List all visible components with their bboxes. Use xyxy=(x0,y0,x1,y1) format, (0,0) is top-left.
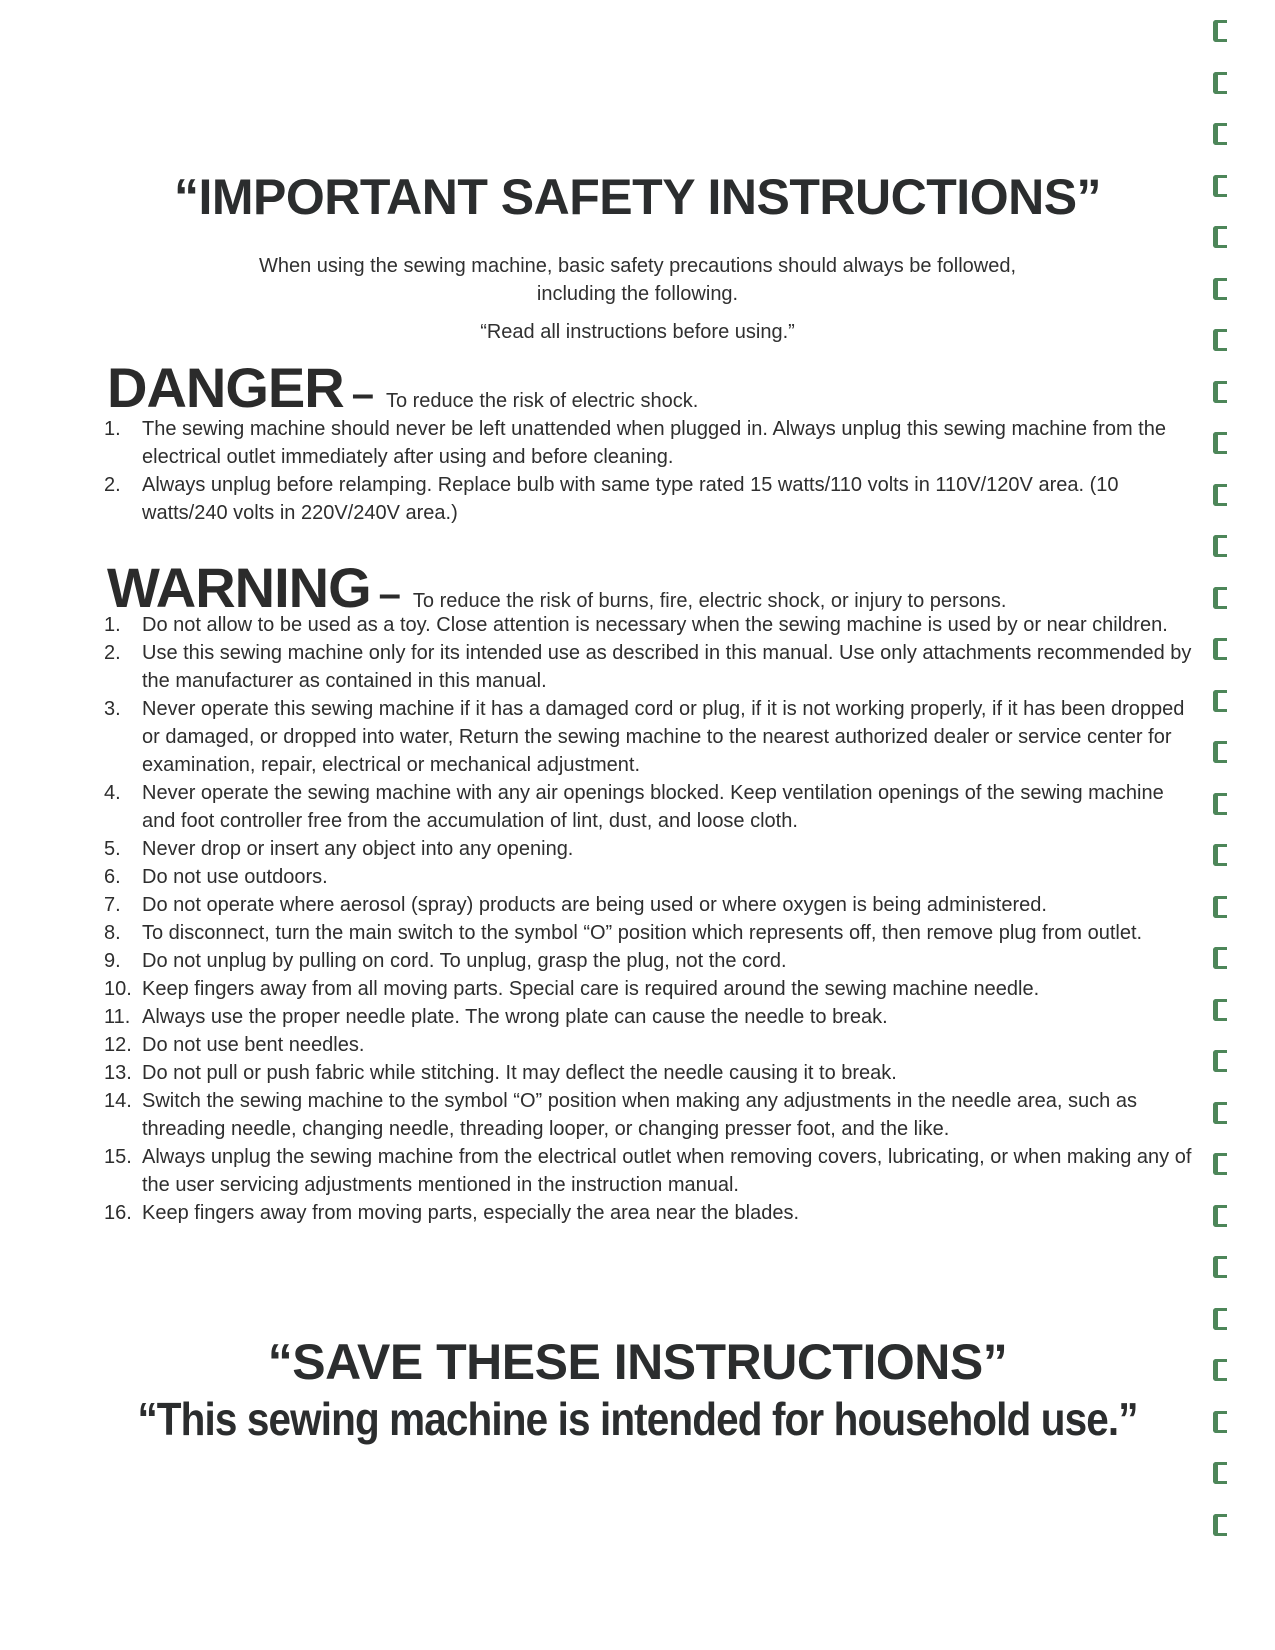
item-number: 7. xyxy=(104,894,121,916)
binding-tab-icon xyxy=(1213,1308,1227,1330)
list-item xyxy=(104,1199,1202,1227)
binding-tabs xyxy=(1213,20,1235,1590)
binding-tab-icon xyxy=(1213,20,1227,42)
binding-tab-icon xyxy=(1213,72,1227,94)
item-number: 8. xyxy=(104,922,121,944)
item-text: Always unplug the sewing machine from the electrical outlet when removing covers, lubricating, or when making any of the user servicing adjustments mentioned in the instruction manual. xyxy=(142,1146,1192,1196)
binding-tab-icon xyxy=(1213,947,1227,969)
binding-tab-icon xyxy=(1213,123,1227,145)
item-text: The sewing machine should never be left unattended when plugged in. Always unplug this sewing machine from the electrical outlet immediately after using and before cleaning. xyxy=(142,418,1166,468)
item-text: Switch the sewing machine to the symbol “O” position when making any adjustments in the needle area, such as threading needle, changing needle, threading looper, or changing presser foot, and the like. xyxy=(142,1090,1137,1140)
list-item xyxy=(104,639,1202,695)
binding-tab-icon xyxy=(1213,484,1227,506)
warning-list xyxy=(104,611,1202,1227)
warning-dash: – xyxy=(378,572,401,616)
intro-text xyxy=(0,252,1275,308)
binding-tab-icon xyxy=(1213,844,1227,866)
binding-tab-icon xyxy=(1213,896,1227,918)
list-item xyxy=(104,1087,1202,1143)
list-item xyxy=(104,779,1202,835)
intro-line-2: including the following. xyxy=(536,283,739,305)
item-text: Do not operate where aerosol (spray) products are being used or where oxygen is being administered. xyxy=(142,894,1047,916)
list-item xyxy=(104,975,1202,1003)
binding-tab-icon xyxy=(1213,999,1227,1021)
danger-word: DANGER xyxy=(107,356,344,419)
item-text: Always use the proper needle plate. The wrong plate can cause the needle to break. xyxy=(142,1006,888,1028)
item-number: 12. xyxy=(104,1034,132,1056)
item-number: 3. xyxy=(104,698,121,720)
item-number: 14. xyxy=(104,1090,132,1112)
item-number: 2. xyxy=(104,474,121,496)
binding-tab-icon xyxy=(1213,1514,1227,1536)
danger-subtitle: To reduce the risk of electric shock. xyxy=(385,390,699,412)
read-instructions-note: “Read all instructions before using.” xyxy=(480,321,795,343)
intro-line-1: When using the sewing machine, basic safety precautions should always be followed, xyxy=(258,255,1017,277)
item-number: 15. xyxy=(104,1146,132,1168)
list-item xyxy=(104,611,1202,639)
item-number: 1. xyxy=(104,614,121,636)
item-text: To disconnect, turn the main switch to the symbol “O” position which represents off, then remove plug from outlet. xyxy=(142,922,1143,944)
item-number: 9. xyxy=(104,950,121,972)
item-text: Keep fingers away from all moving parts. Special care is required around the sewing machine needle. xyxy=(142,978,1040,1000)
binding-tab-icon xyxy=(1213,1256,1227,1278)
list-item xyxy=(104,1143,1202,1199)
binding-tab-icon xyxy=(1213,638,1227,660)
binding-tab-icon xyxy=(1213,741,1227,763)
item-number: 10. xyxy=(104,978,132,1000)
binding-tab-icon xyxy=(1213,278,1227,300)
item-text: Do not use outdoors. xyxy=(142,866,328,888)
list-item xyxy=(104,891,1202,919)
list-item xyxy=(104,415,1202,471)
item-text: Do not allow to be used as a toy. Close attention is necessary when the sewing machine is used by or near children. xyxy=(142,614,1168,636)
item-text: Never operate the sewing machine with any air openings blocked. Keep ventilation openings of the sewing machine and foot controller free from the accumulation of lint, dust, and loose cloth. xyxy=(142,782,1164,832)
item-text: Keep fingers away from moving parts, especially the area near the blades. xyxy=(142,1202,800,1224)
item-number: 2. xyxy=(104,642,121,664)
item-number: 5. xyxy=(104,838,121,860)
binding-tab-icon xyxy=(1213,1102,1227,1124)
household-use-note: “This sewing machine is intended for household use.” xyxy=(137,1393,1138,1445)
warning-word: WARNING xyxy=(107,556,371,619)
binding-tab-icon xyxy=(1213,1462,1227,1484)
item-text: Do not use bent needles. xyxy=(142,1034,365,1056)
item-number: 13. xyxy=(104,1062,132,1084)
item-number: 4. xyxy=(104,782,121,804)
binding-tab-icon xyxy=(1213,329,1227,351)
list-item xyxy=(104,471,1202,527)
item-text: Do not pull or push fabric while stitching. It may deflect the needle causing it to break. xyxy=(142,1062,897,1084)
item-text: Do not unplug by pulling on cord. To unplug, grasp the plug, not the cord. xyxy=(142,950,787,972)
binding-tab-icon xyxy=(1213,793,1227,815)
binding-tab-icon xyxy=(1213,587,1227,609)
list-item xyxy=(104,1003,1202,1031)
binding-tab-icon xyxy=(1213,1411,1227,1433)
item-text: Never operate this sewing machine if it has a damaged cord or plug, if it is not working properly, if it has been dropped or damaged, or dropped into water, Return the sewing machine to the nearest authorized dealer or service center for examination, repair, electrical or mechanical adjustment. xyxy=(142,698,1185,776)
list-item xyxy=(104,695,1202,779)
list-item xyxy=(104,1059,1202,1087)
item-number: 6. xyxy=(104,866,121,888)
page-title: “IMPORTANT SAFETY INSTRUCTIONS” xyxy=(173,169,1102,225)
binding-tab-icon xyxy=(1213,1050,1227,1072)
danger-list xyxy=(104,415,1202,527)
binding-tab-icon xyxy=(1213,432,1227,454)
binding-tab-icon xyxy=(1213,1205,1227,1227)
binding-tab-icon xyxy=(1213,175,1227,197)
item-text: Use this sewing machine only for its intended use as described in this manual. Use only attachments recommended by the manufacturer as contained in this manual. xyxy=(142,642,1192,692)
item-text: Never drop or insert any object into any opening. xyxy=(142,838,574,860)
binding-tab-icon xyxy=(1213,226,1227,248)
item-number: 16. xyxy=(104,1202,132,1224)
binding-tab-icon xyxy=(1213,1359,1227,1381)
save-instructions-title: “SAVE THESE INSTRUCTIONS” xyxy=(267,1334,1008,1390)
binding-tab-icon xyxy=(1213,381,1227,403)
warning-subtitle: To reduce the risk of burns, fire, electric shock, or injury to persons. xyxy=(412,590,1007,612)
item-text: Always unplug before relamping. Replace bulb with same type rated 15 watts/110 volts in 110V/120V area. (10 watts/240 volts in 220V/240V area.) xyxy=(142,474,1119,524)
list-item xyxy=(104,1031,1202,1059)
binding-tab-icon xyxy=(1213,535,1227,557)
danger-heading xyxy=(107,355,698,420)
item-number: 1. xyxy=(104,418,121,440)
binding-tab-icon xyxy=(1213,1153,1227,1175)
list-item xyxy=(104,863,1202,891)
danger-dash: – xyxy=(351,372,374,416)
list-item xyxy=(104,835,1202,863)
binding-tab-icon xyxy=(1213,690,1227,712)
item-number: 11. xyxy=(104,1006,131,1028)
list-item xyxy=(104,919,1202,947)
list-item xyxy=(104,947,1202,975)
